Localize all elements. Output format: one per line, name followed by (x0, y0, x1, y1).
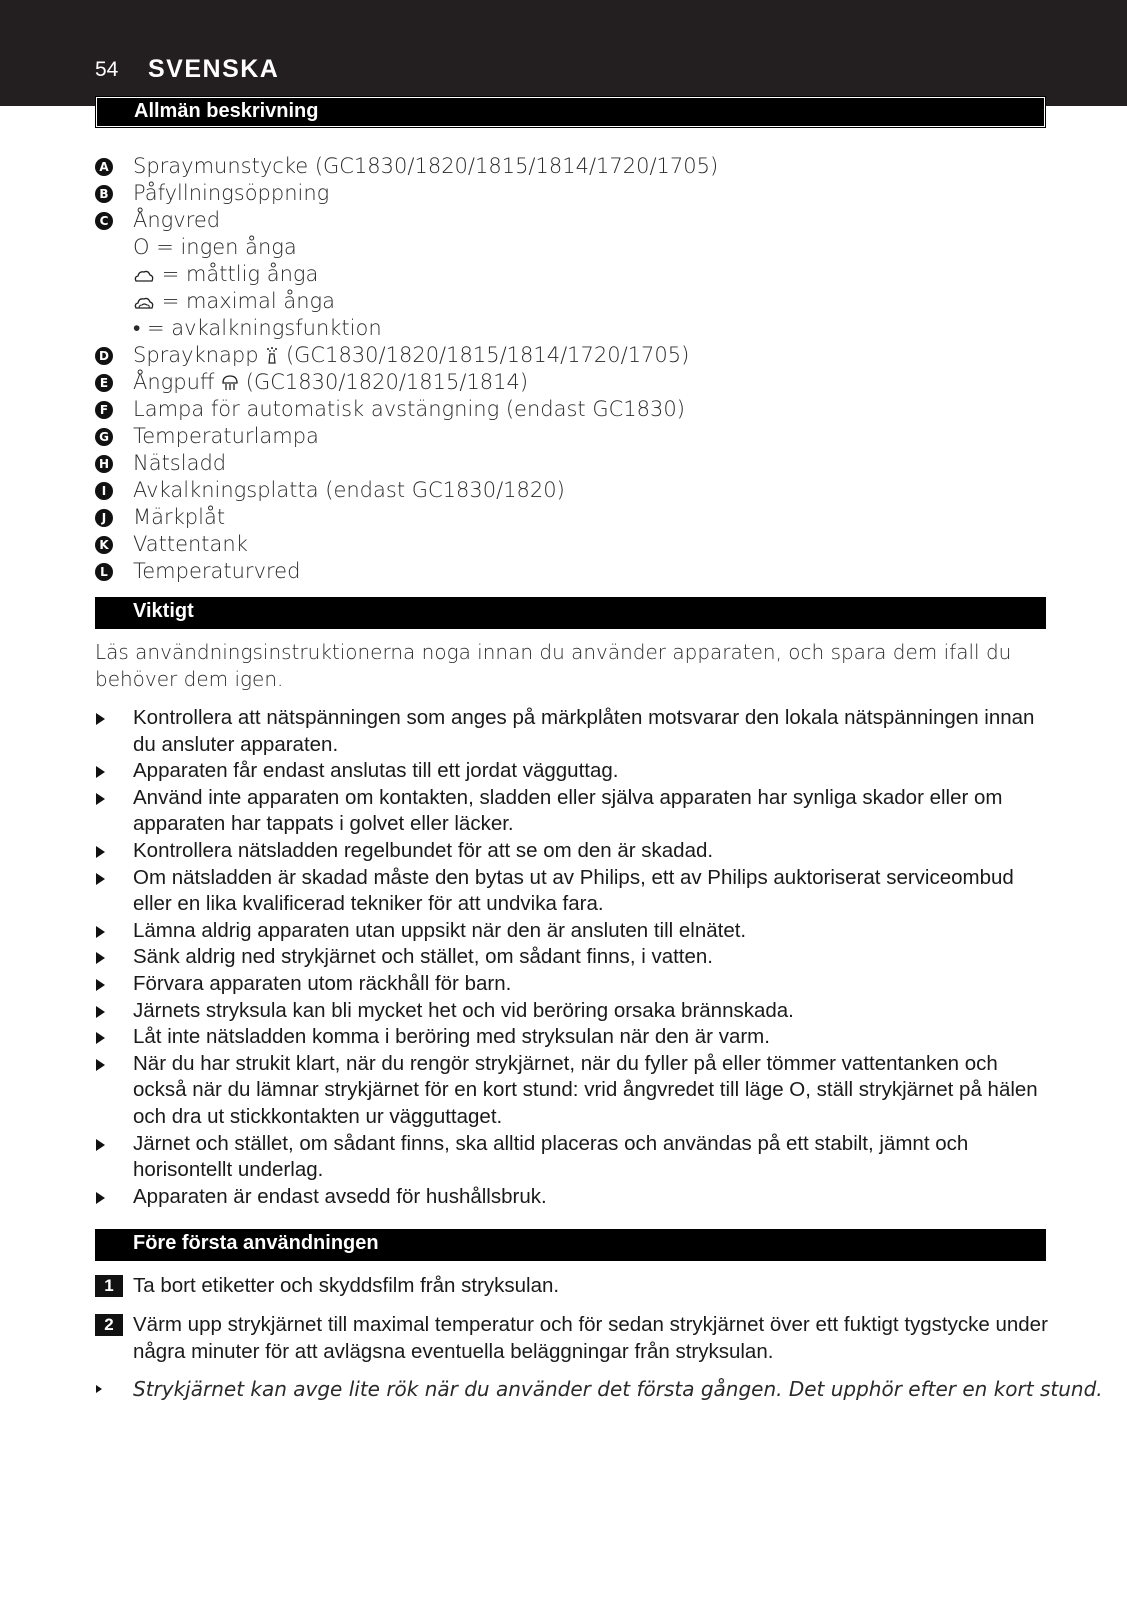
section-before-first-use (95, 1229, 1046, 1261)
part-letter-badge: I (95, 482, 113, 500)
part-letter-badge: F (95, 401, 113, 419)
list-item (95, 1024, 1055, 1051)
part-subtext: = maximal ånga (161, 289, 336, 313)
part-models: (GC1830/1820/1815/1814/1720/1705) (285, 343, 690, 367)
warning-text: Använd inte apparaten om kontakten, sladden eller själva apparaten har synliga skador eller om apparaten har tappats i golvet eller läcker. (133, 785, 1003, 836)
part-letter-badge: L (95, 563, 113, 581)
list-item (95, 865, 1055, 918)
part-text: Vattentank (133, 532, 248, 556)
part-text: Spraymunstycke (GC1830/1820/1815/1814/1720/1705) (133, 154, 719, 178)
list-item (95, 705, 1055, 758)
spray-icon (265, 345, 279, 365)
list-item (95, 477, 1055, 504)
bullet-marker-icon (96, 1032, 105, 1044)
list-item (95, 450, 1055, 477)
section-title: Före första användningen (133, 1232, 379, 1254)
list-item (95, 558, 1055, 585)
section-general-description (95, 96, 1046, 128)
part-label: Sprayknapp (133, 343, 259, 367)
bullet-marker-icon (96, 1192, 105, 1204)
list-item (95, 531, 1055, 558)
page-header-bar (0, 0, 1127, 106)
bullet-marker-icon (96, 713, 105, 725)
part-text: Nätsladd (133, 451, 227, 475)
warning-text: När du har strukit klart, när du rengör strykjärnet, när du fyller på eller tömmer vattentanken och också när du lämnar strykjärnet för en kort stund: vrid ångvredet till läge O, ställ strykjärnet på hälen och dra ut stickkontakten ur vägguttaget. (133, 1051, 1038, 1128)
warning-text: Låt inte nätsladden komma i beröring med stryksulan när den är varm. (133, 1025, 770, 1049)
list-item (95, 1184, 1055, 1211)
part-text: Avkalkningsplatta (endast GC1830/1820) (133, 478, 565, 502)
list-item (95, 918, 1055, 945)
bullet-marker-icon (96, 846, 105, 858)
step-number-badge: 1 (95, 1275, 123, 1297)
list-item (95, 1131, 1055, 1184)
part-letter-badge: H (95, 455, 113, 473)
warning-text: Sänk aldrig ned strykjärnet och stället, om sådant finns, i vatten. (133, 945, 713, 969)
list-item (95, 758, 1055, 785)
important-intro: Läs användningsinstruktionerna noga innan du använder apparaten, och spara dem ifall du behöver dem igen. (95, 640, 1012, 691)
section-title: Allmän beskrivning (134, 100, 319, 122)
part-letter-badge: D (95, 347, 113, 365)
list-item (95, 288, 1055, 315)
list-item (95, 998, 1055, 1025)
steam-shot-icon (221, 374, 239, 392)
list-item (95, 180, 1055, 207)
bullet-marker-icon (96, 1006, 105, 1018)
warning-text: Lämna aldrig apparaten utan uppsikt när den är ansluten till elnätet. (133, 918, 747, 942)
warning-text: Kontrollera nätsladden regelbundet för att se om den är skadad. (133, 838, 714, 862)
part-letter-badge: E (95, 374, 113, 392)
bullet-marker-icon (96, 979, 105, 991)
list-item (95, 234, 1055, 261)
warnings-list (95, 705, 1055, 1210)
list-item (95, 1272, 1055, 1299)
list-item (95, 207, 1055, 234)
warning-text: Om nätsladden är skadad måste den bytas ut av Philips, ett av Philips auktoriserat serviceombud eller en lika kvalificerad tekniker för att undvika fara. (133, 865, 1014, 916)
section-important (95, 597, 1046, 629)
step-number-badge: 2 (95, 1314, 123, 1336)
part-text: Temperaturvred (133, 559, 301, 583)
part-text: Påfyllningsöppning (133, 181, 330, 205)
list-item (95, 785, 1055, 838)
list-item (95, 1051, 1055, 1131)
part-letter-badge: J (95, 509, 113, 527)
note-marker-icon (96, 1385, 102, 1393)
section-title: Viktigt (133, 600, 194, 622)
part-letter-badge: A (95, 158, 113, 176)
list-item (95, 1311, 1055, 1365)
warning-text: Apparaten får endast anslutas till ett jordat vägguttag. (133, 759, 619, 783)
list-item (95, 504, 1055, 531)
note-text: Strykjärnet kan avge lite rök när du använder det första gången. Det upphör efter en kort stund. (133, 1377, 1103, 1401)
list-item (95, 396, 1055, 423)
list-item (95, 369, 1055, 396)
bullet-marker-icon (96, 926, 105, 938)
bullet-marker-icon (96, 793, 105, 805)
list-item (95, 423, 1055, 450)
step-text: Värm upp strykjärnet till maximal temperatur och för sedan strykjärnet över ett fuktigt tygstycke under några minuter för att avlägsna eventuella beläggningar från stryksulan. (133, 1313, 1048, 1363)
part-letter-badge: C (95, 212, 113, 230)
part-letter-badge: B (95, 185, 113, 203)
part-subtext: = måttlig ånga (161, 262, 319, 286)
list-item (95, 261, 1055, 288)
part-text: Märkplåt (133, 505, 226, 529)
part-models: (GC1830/1820/1815/1814) (245, 370, 529, 394)
part-subtext: • = avkalkningsfunktion (133, 316, 382, 340)
warning-text: Apparaten är endast avsedd för hushållsbruk. (133, 1184, 547, 1208)
list-item (95, 838, 1055, 865)
part-text: Lampa för automatisk avstängning (endast GC1830) (133, 397, 685, 421)
bullet-marker-icon (96, 766, 105, 778)
part-text: Temperaturlampa (133, 424, 319, 448)
part-subtext: O = ingen ånga (133, 235, 297, 259)
list-item (95, 971, 1055, 998)
warning-text: Kontrollera att nätspänningen som anges på märkplåten motsvarar den lokala nätspänningen innan du ansluter apparaten. (133, 706, 1035, 756)
language-title: SVENSKA (148, 55, 280, 83)
part-letter-badge: G (95, 428, 113, 446)
warning-text: Förvara apparaten utom räckhåll för barn. (133, 971, 512, 995)
bullet-marker-icon (96, 1059, 105, 1071)
bullet-marker-icon (96, 952, 105, 964)
bullet-marker-icon (96, 873, 105, 885)
step-text: Ta bort etiketter och skyddsfilm från stryksulan. (133, 1274, 560, 1297)
warning-text: Järnet och stället, om sådant finns, ska alltid placeras och användas på ett stabilt, jämnt och horisontellt underlag. (133, 1131, 969, 1182)
parts-list (95, 153, 1055, 585)
max-steam-cloud-icon (133, 293, 155, 311)
steps-list (95, 1272, 1055, 1377)
part-text: Ångvred (133, 208, 221, 232)
list-item (95, 342, 1055, 369)
list-item (95, 153, 1055, 180)
part-label: Ångpuff (133, 370, 215, 394)
list-item (95, 944, 1055, 971)
part-letter-badge: K (95, 536, 113, 554)
page-number: 54 (95, 58, 119, 81)
list-item (95, 315, 1055, 342)
warning-text: Järnets stryksula kan bli mycket het och vid beröring orsaka brännskada. (133, 998, 794, 1022)
steam-cloud-icon (133, 268, 155, 284)
bullet-marker-icon (96, 1139, 105, 1151)
